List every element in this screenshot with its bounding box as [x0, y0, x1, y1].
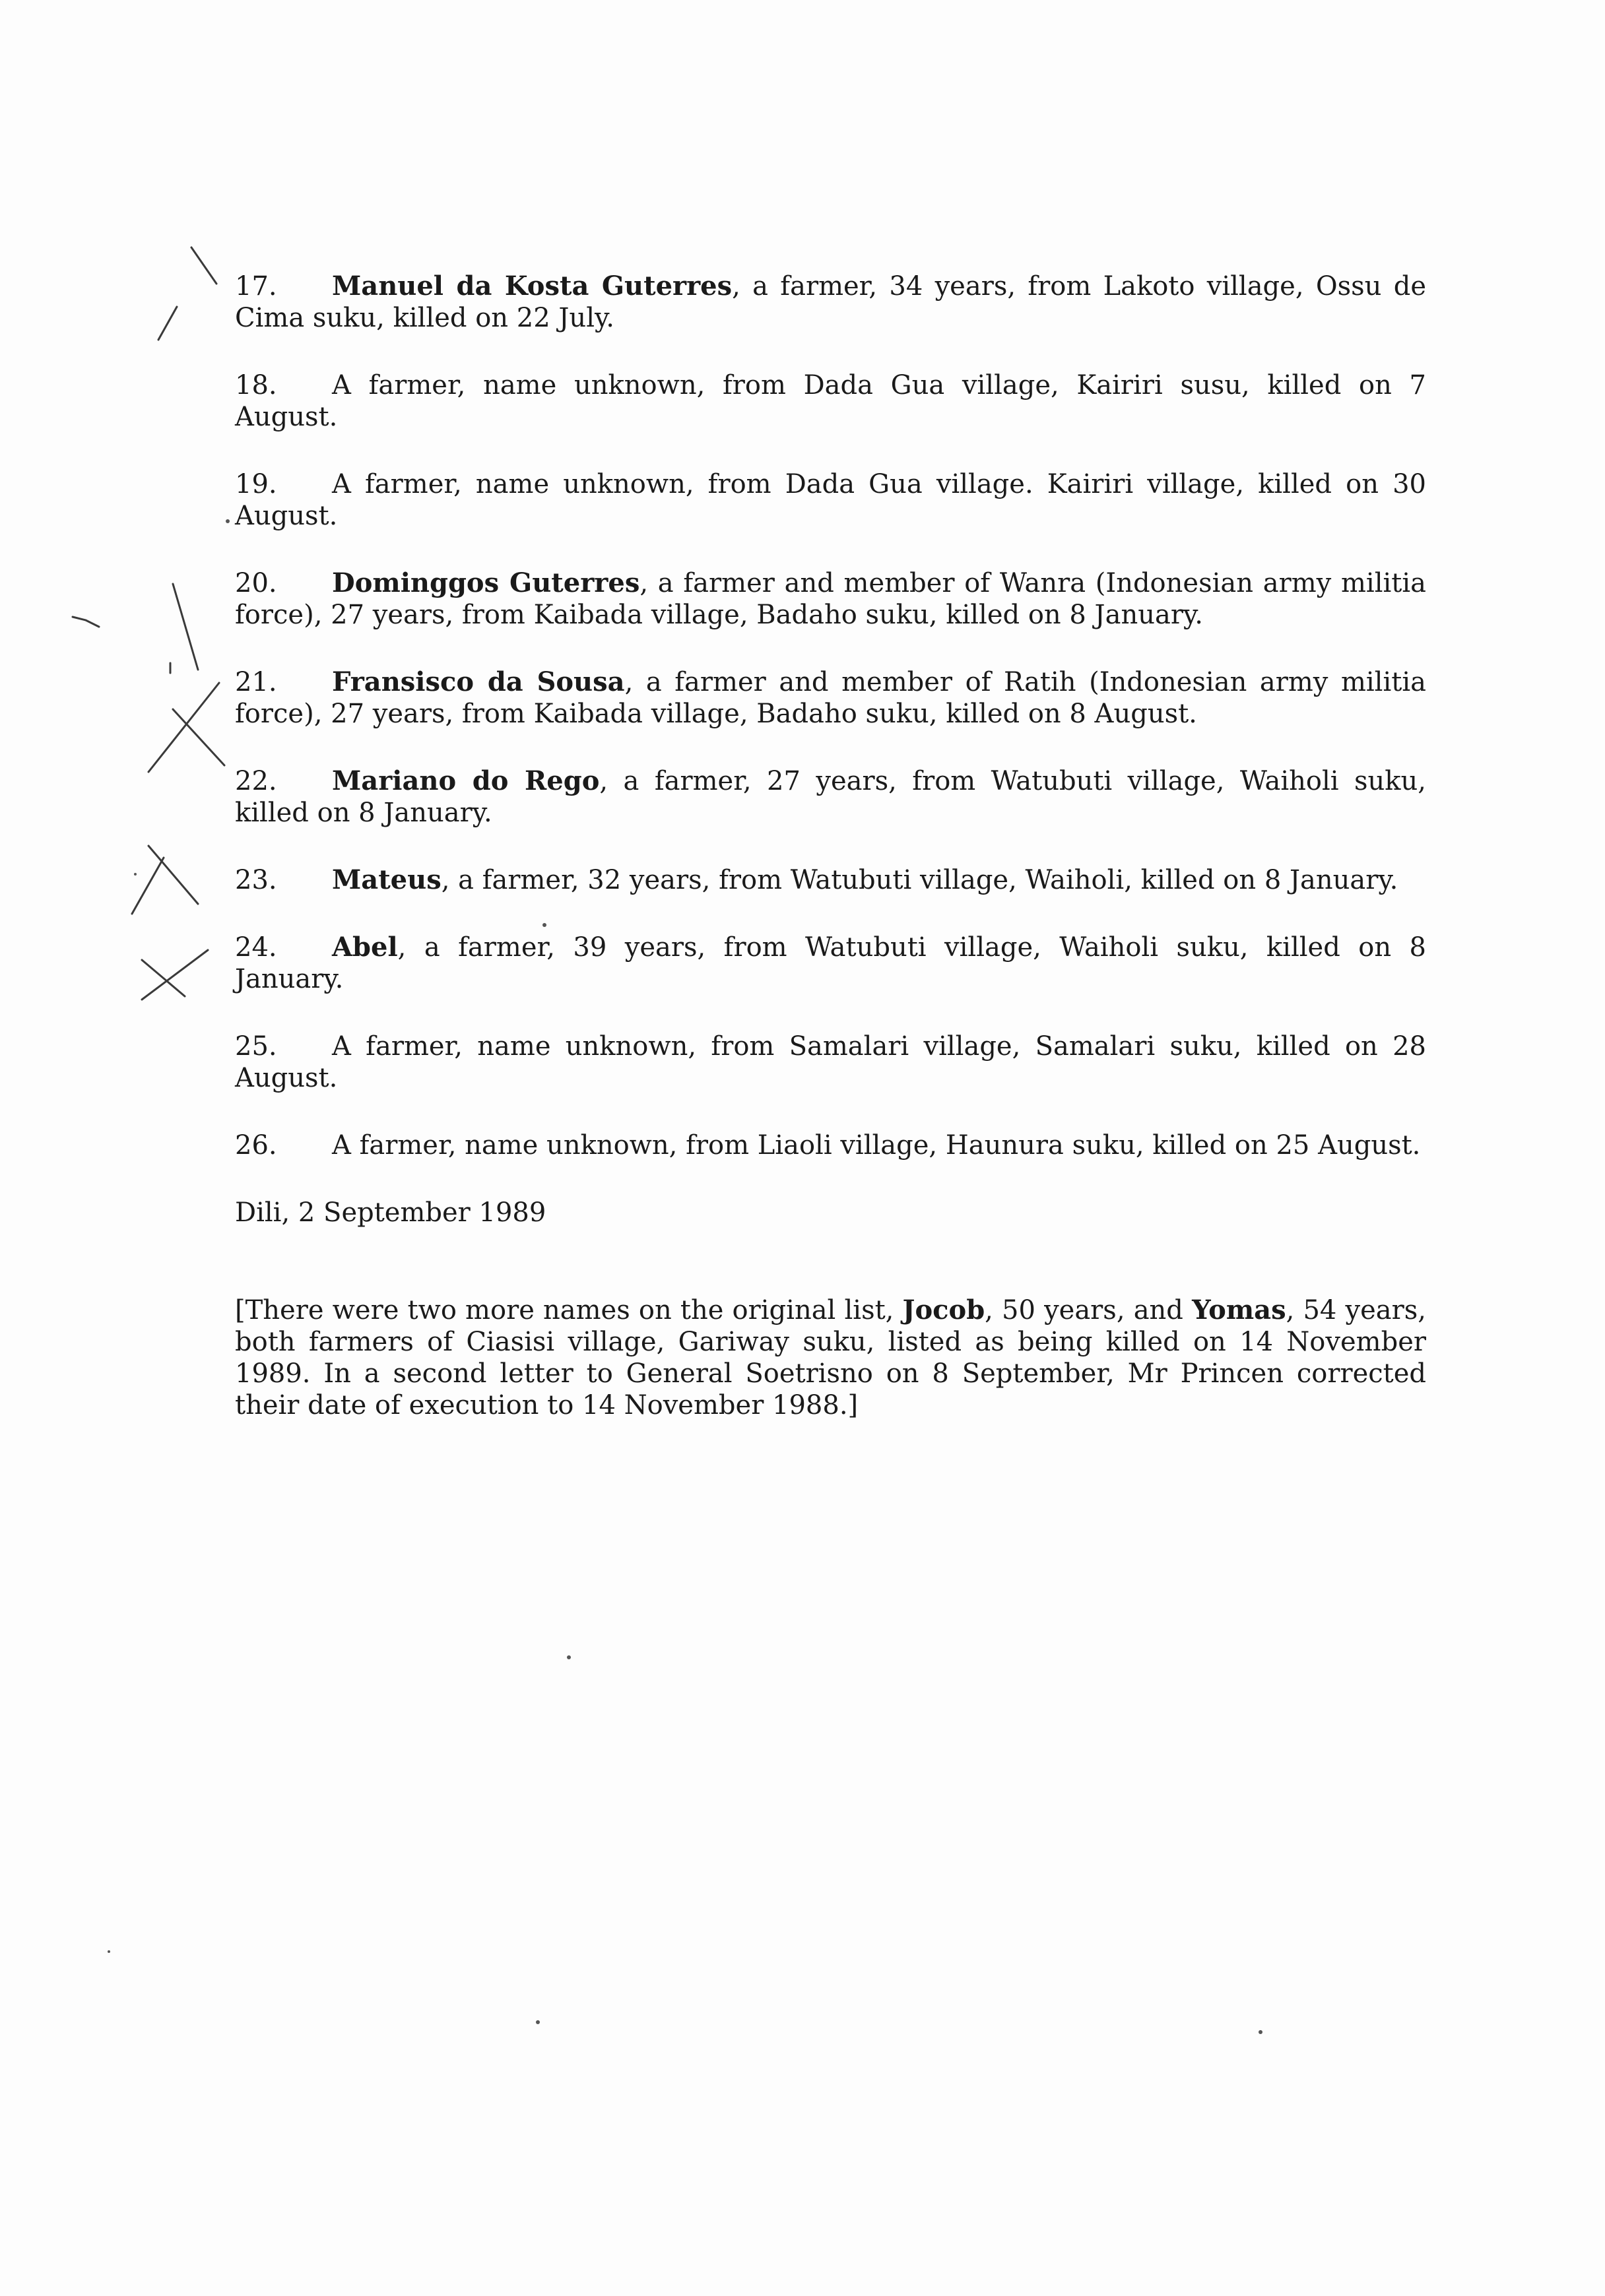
note-text: , 54 years, both farmers of Ciasisi village, Gariway suku, listed as being killed on 14 November 1989. In a second letter to General Soetrisno on 8 September, Mr Princen corrected their date of execution to 14 November 1988.]	[235, 1295, 1426, 1420]
list-item	[235, 1031, 1426, 1094]
pencil-mark-22b	[132, 858, 164, 914]
entry-name: Fransisco da Sousa	[332, 666, 625, 697]
entry-name: Dominggos Guterres	[332, 567, 640, 598]
entry-text: , a farmer, 34 years, from Lakoto village, Ossu de Cima suku, killed on 22 July.	[235, 271, 1427, 333]
editorial-note	[235, 1294, 1426, 1421]
list-item	[235, 567, 1426, 631]
entry-text: A farmer, name unknown, from Dada Gua village, Kairiri susu, killed on 7 August.	[235, 370, 1426, 432]
entry-number: 21.	[235, 667, 277, 697]
entry-number: 18.	[235, 370, 277, 400]
entry-text: A farmer, name unknown, from Liaoli village, Haunura suku, killed on 25 August.	[332, 1130, 1421, 1161]
entry-text: , a farmer and member of Wanra (Indonesian army militia force), 27 years, from Kaibada village, Badaho suku, killed on 8 January.	[235, 568, 1426, 630]
entry-text: , a farmer, 39 years, from Watubuti village, Waiholi suku, killed on 8 January.	[235, 932, 1426, 994]
note-text: , 50 years, and	[985, 1295, 1193, 1325]
note-name: Jocob	[902, 1294, 985, 1325]
list-item	[235, 864, 1426, 896]
list-item	[235, 765, 1426, 829]
entry-number: 22.	[235, 766, 277, 796]
entry-text: A farmer, name unknown, from Dada Gua village. Kairiri village, killed on 30 August.	[235, 469, 1426, 531]
entry-text: , a farmer, 27 years, from Watubuti village, Waiholi suku, killed on 8 January.	[235, 766, 1426, 828]
entry-number: 25.	[235, 1031, 277, 1062]
list-item	[235, 271, 1426, 334]
entry-text: , a farmer, 32 years, from Watubuti village, Waiholi, killed on 8 January.	[441, 865, 1398, 895]
note-name: Yomas	[1192, 1294, 1286, 1325]
entry-text: A farmer, name unknown, from Samalari village, Samalari suku, killed on 28 August.	[235, 1031, 1426, 1093]
pencil-mark-17b	[158, 307, 177, 340]
entry-name: Abel	[332, 932, 398, 963]
pencil-mark-21b	[148, 683, 219, 772]
list-item	[235, 666, 1426, 730]
list-item	[235, 468, 1426, 532]
pencil-mark-20	[173, 584, 198, 670]
document-body	[235, 271, 1426, 1421]
list-item	[235, 1130, 1426, 1161]
entry-name: Manuel da Kosta Guterres	[332, 271, 733, 302]
entry-text: , a farmer and member of Ratih (Indonesian army militia force), 27 years, from Kaibada village, Badaho suku, killed on 8 August.	[235, 667, 1426, 729]
pencil-mark-20-dash	[73, 617, 99, 627]
pencil-mark-21a	[173, 709, 224, 765]
pencil-mark-22a	[148, 846, 198, 904]
entry-number: 26.	[235, 1130, 277, 1161]
entry-number: 20.	[235, 568, 277, 598]
entry-name: Mateus	[332, 864, 442, 895]
pencil-mark-23a	[142, 960, 185, 996]
note-text: [There were two more names on the original list,	[235, 1295, 903, 1325]
list-item	[235, 932, 1426, 995]
entry-number: 23.	[235, 865, 277, 895]
pencil-mark-23b	[142, 950, 208, 1000]
entry-name: Mariano do Rego	[332, 765, 600, 796]
entry-number: 24.	[235, 932, 277, 963]
dateline: Dili, 2 September 1989	[235, 1197, 546, 1228]
pencil-mark-17	[191, 247, 216, 284]
entry-number: 19.	[235, 469, 277, 499]
entry-number: 17.	[235, 271, 277, 302]
list-item	[235, 369, 1426, 433]
